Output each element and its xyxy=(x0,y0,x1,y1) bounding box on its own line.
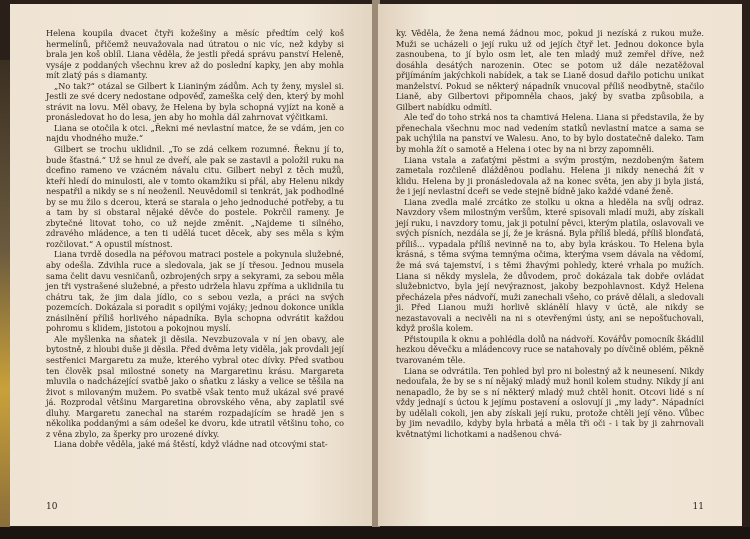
right-page-text xyxy=(396,28,704,439)
paragraph: ky. Věděla, že žena nemá žádnou moc, pokud ji nezíská z rukou muže. Muži se ucházeli o její ruku už od jejích čtyř let. Jednou dokonce byla zasnoubena, to jí bylo osm let, ale ten mladý muž zemřel dříve, než dosáhla desátých narozenin. Otec se potom už dále nezatěžoval přijímáním jakýchkoli nabídek, a tak se Lianě dosud dařilo potichu unikat manželství. Pokud se některý nápadník vnucoval příliš neodbytně, stačilo Lianě, aby Gilbertovi připomněla chaos, jaký by svatba způsobila, a Gilbert nabídku odmítl. xyxy=(396,28,704,112)
book-bottom-edge xyxy=(0,527,750,539)
page-number: 10 xyxy=(46,502,58,512)
paragraph: Liana zvedla malé zrcátko ze stolku u okna a hleděla na svůj odraz. Navzdory všem milostným veršům, které spisovali mladí muži, aby získali její ruku, i navzdory tomu, jak ji potulní pěvci, kterým platila, oslavovali ve svých písních, nezdála se jí, že je krásná. Byla příliš bledá, příliš blonďatá, příliš... vypadala příliš nevinně na to, aby byla kráskou. To Helena byla krásná, s těma svýma temnýma očima, kterýma vsem dávala na vědomí, že má svá tajemství, i s těmi žhavými pohledy, které vrhala po mužích. Liana si někdy myslela, že důvodem, proč dokázala tak dobře ovládat služebnictvo, byla její nevýraznost, jakoby bezpohlavnost. Když Helena přecházela přes nádvoří, muži zanechali všeho, co právě dělali, a sledovali ji. Před Lianou muži horlivě sklánělí hlavy v úctě, ale nikdy se nezastavovali a necivěli na ni s otevřenými ústy, ani se nepošťuchovali, když prošla kolem. xyxy=(396,196,704,334)
paragraph: Liana tvrdě dosedla na péřovou matraci postele a pokynula služebné, aby odešla. Zdvihla ruce a sledovala, jak se jí třesou. Jednou musela sama čelit davu vesničanů, ozbrojených srpy a sekyrami, za sebou měla jen tři vystrašené služebné, a přesto udržela hlavu zpříma a uklidnila tu chátru tak, že jim dala jídlo, co s sebou vezla, a práci na svých pozemcích. Dokázala si poradit s opilými vojáky; jednou dokonce unikla znásilnění příliš horlivého nápadníka. Byla schopna odvrátit každou pohromu s klidem, jistotou a pokojnou myslí. xyxy=(46,249,344,334)
book-edge xyxy=(0,60,10,530)
paragraph: Přistoupila k oknu a pohlédla dolů na nádvoří. Kovářův pomocník škádlil hezkou děvečku a mládencovy ruce se natahovaly po dívčině oblém, pěkně tvarovaném těle. xyxy=(396,333,704,365)
paragraph: „No tak?“ otázal se Gilbert k Lianiným zádům. Ach ty ženy, myslel si. Jestli ze své dcery nedostane odpověď, zameška celý den, který by mohl strávit na lovu. Měl obavy, že Helena by byla schopná vyjízt na koně a pronásledovat ho do lesa, jen aby ho mohla dál zahrnovat výčitkami. xyxy=(46,80,344,123)
paragraph: Ale teď do toho strká nos ta chamtivá Helena. Liana si představila, že by přenechala všechnu moc nad vedením statků nevlastní matce a sama se pak uchýlila na panství ve Walesu. Ano, to by bylo dostatečně daleko. Tam by mohla žít o samotě a Helena i otec by na ni brzy zapomněli. xyxy=(396,112,704,155)
paragraph: Ale myšlenka na sňatek ji děsila. Nevzbuzovala v ní jen obavy, ale bytostně, z hloubi duše ji děsila. Před dvěma lety viděla, jak provdali její sestřenici Margaretu za muže, kterého vybral otec dívky. Před svatbou ten člověk psal milostné sonety na Margaretinu krásu. Margareta mluvila o nadcházející svatbě jako o sňatku z lásky a velice se těšila na život s milovaným mužem. Po svatbě však tento muž ukázal své pravé já. Rozprodal většinu Margaretina obrovského věna, aby zaplatil své dluhy. Margaretu zanechal na starém rozpadajícím se hradě jen s několika poddanými a sám odešel ke dvoru, kde utratil většinu toho, co z věna zbylo, za šperky pro urozené dívky. xyxy=(46,333,344,439)
page-number: 11 xyxy=(692,502,704,512)
right-page xyxy=(378,4,742,526)
left-page-text xyxy=(46,28,344,450)
paragraph: Liana se odvrátila. Ten pohled byl pro ni bolestný až k neunesení. Nikdy nedoufala, že by se s ní nějaký mladý muž honil kolem studny. Nikdy jí ani nenapadlo, že by se s ní některý mladý muž chtěl honit. Otcovi lidé s ní vždy jednají s úctou k jejímu postavení a oslovují ji „my lady“. Nápadníci by udělali cokoli, jen aby získali její ruku, protože chtěli její věno. Vůbec by jim nevadilo, kdyby byla hrbatá a měla tři oči - i tak by ji zahrnovali květnatými lichotkami a nadšenou chvá- xyxy=(396,365,704,439)
paragraph: Gilbert se trochu uklidnil. „To se zdá celkem rozumné. Řeknu jí to, bude šťastná.“ Už se hnul ze dveří, ale pak se zastavil a položil ruku na dcefino rameno ve vzácném návalu citu. Gilbert nebyl z těch mužů, kteří hledí do minulosti, ale v tomto okamžiku si přál, aby Helenu nikdy nespatřil a nikdy se s ní neoženil. Neuvědomil si tenkrát, jak podhodlné by se mu žilo s dcerou, která se starala o jeho jednoduché potřeby, a tu a tam by si obstaral nějaké děvče do postele. Pokrčil rameny. Je zbytečné litovat toho, co už nejde změnit. „Najdeme ti silného, zdravého mládence, a ten ti udělá tucet děcek, aby ses měla s kým rozčilovat.“ A opustil místnost. xyxy=(46,144,344,249)
left-page xyxy=(10,4,374,526)
paragraph: Liana vstala a zaťatými pěstmi a svým prostým, nezdobeným šatem zametala rozčileně dlážděnou podlahu. Helena ji nikdy nenechá žít v klidu. Helena by ji pronásledovala až na konec světa, jen aby ji byla jistá, že i její nevlastní dceři se vede stejně bídně jako každé vdané ženě. xyxy=(396,154,704,197)
paragraph: Helena koupila dvacet čtyři kožešiny a měsíc předtím celý koš hermelínů, přičemž neuvažovala nad útratou o nic víc, než kdyby si brala jen koš oblíl. Liana věděla, že jestli předá správu panství Heleně, vysáje z poddaných všechnu krev až do poslední kapky, jen aby mohla mít zlatý pás s diamanty. xyxy=(46,28,344,81)
paragraph: Liana se otočila k otci. „Řekni mé nevlastní matce, že se vdám, jen co najdu vhodného muže.“ xyxy=(46,122,344,144)
paragraph: Liana dobře věděla, jaké má štěstí, když vládne nad otcovými stat- xyxy=(54,439,328,450)
